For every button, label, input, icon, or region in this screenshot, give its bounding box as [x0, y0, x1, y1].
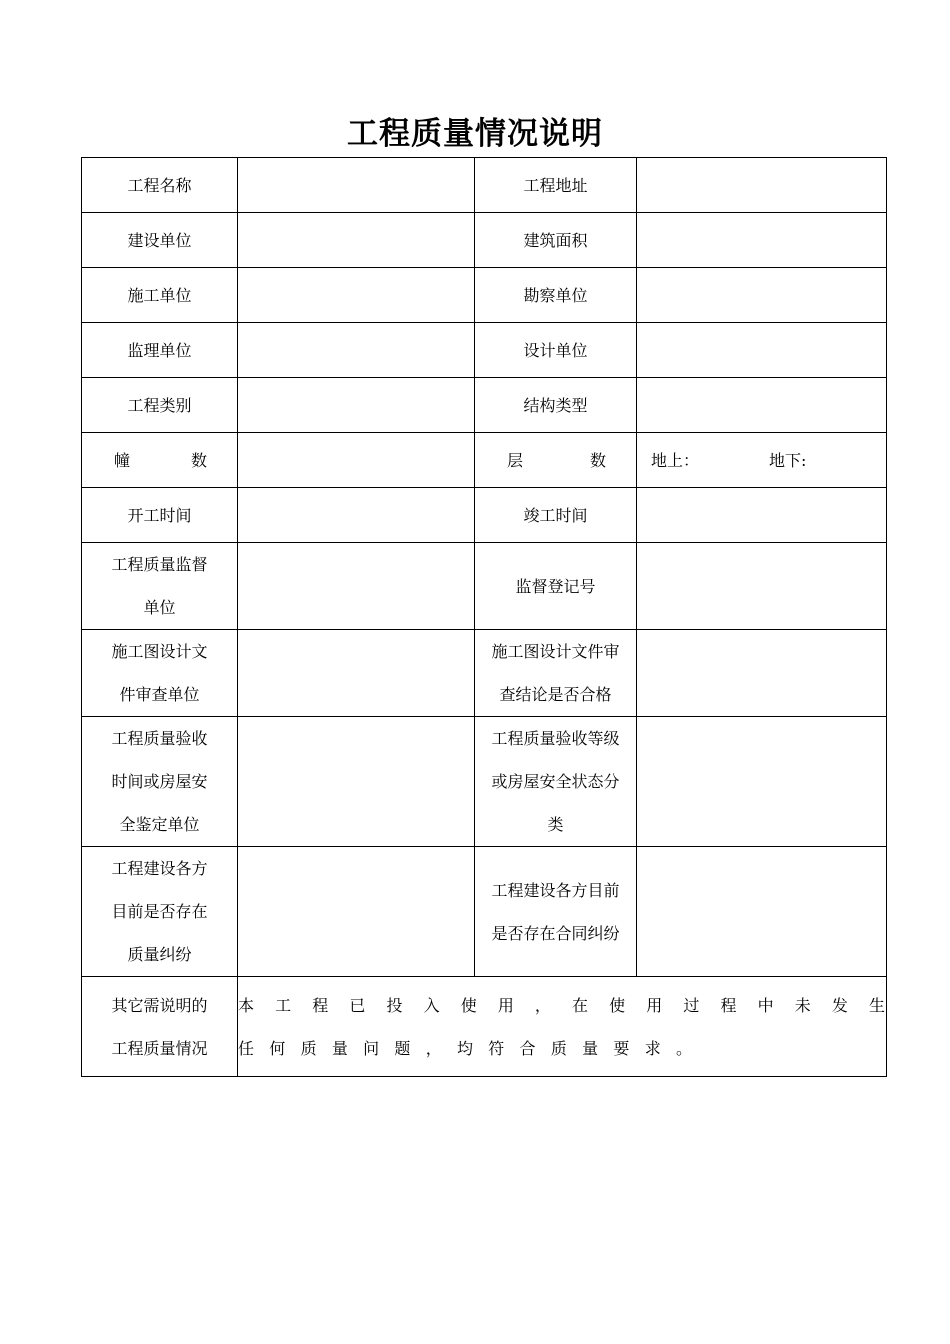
label-other-notes: 其它需说明的 工程质量情况: [82, 977, 238, 1077]
quality-supervision-unit-field[interactable]: [238, 543, 475, 630]
floor-count-field[interactable]: [637, 433, 887, 488]
label-acceptance-grade: 工程质量验收等级 或房屋安全状态分 类: [475, 717, 637, 847]
notes-text-line-1: 本工程已投入使用，在使用过程中未发生: [238, 995, 886, 1015]
label-project-category: 工程类别: [82, 378, 238, 433]
label-drawing-review-result: 施工图设计文件审 查结论是否合格: [475, 630, 637, 717]
supervision-reg-no-field[interactable]: [637, 543, 887, 630]
start-date-field[interactable]: [238, 488, 475, 543]
label-contract-dispute: 工程建设各方目前 是否存在合同纠纷: [475, 847, 637, 977]
drawing-review-unit-field[interactable]: [238, 630, 475, 717]
label-supervision-reg-no: 监督登记号: [475, 543, 637, 630]
label-acceptance-unit: 工程质量验收 时间或房屋安 全鉴定单位: [82, 717, 238, 847]
label-project-name: 工程名称: [82, 158, 238, 213]
survey-unit-field[interactable]: [637, 268, 887, 323]
structure-type-field[interactable]: [637, 378, 887, 433]
acceptance-grade-field[interactable]: [637, 717, 887, 847]
label-contractor: 施工单位: [82, 268, 238, 323]
table-row: [82, 433, 887, 488]
label-start-date: 开工时间: [82, 488, 238, 543]
floors-above-label: 地上：: [651, 450, 700, 470]
contractor-field[interactable]: [238, 268, 475, 323]
building-area-field[interactable]: [637, 213, 887, 268]
table-row: [82, 268, 887, 323]
table-row: [82, 847, 887, 977]
table-row: [82, 323, 887, 378]
quality-form-table: [81, 157, 887, 1077]
label-building-area: 建筑面积: [475, 213, 637, 268]
floors-below-label: 地下:: [769, 450, 807, 470]
label-building-count: 幢 数: [82, 433, 238, 488]
table-row: [82, 717, 887, 847]
page-title: 工程质量情况说明: [347, 116, 603, 152]
label-floor-count: 层 数: [475, 433, 637, 488]
notes-text-line-2: 任何质量问题，均符合质量要求。: [238, 1038, 693, 1058]
acceptance-unit-field[interactable]: [238, 717, 475, 847]
label-design-unit: 设计单位: [475, 323, 637, 378]
completion-date-field[interactable]: [637, 488, 887, 543]
other-notes-field[interactable]: [238, 977, 887, 1077]
table-row: [82, 488, 887, 543]
table-row: [82, 378, 887, 433]
label-quality-supervision-unit: 工程质量监督 单位: [82, 543, 238, 630]
label-completion-date: 竣工时间: [475, 488, 637, 543]
design-unit-field[interactable]: [637, 323, 887, 378]
project-name-field[interactable]: [238, 158, 475, 213]
label-project-address: 工程地址: [475, 158, 637, 213]
project-address-field[interactable]: [637, 158, 887, 213]
drawing-review-result-field[interactable]: [637, 630, 887, 717]
project-category-field[interactable]: [238, 378, 475, 433]
building-count-field[interactable]: [238, 433, 475, 488]
construction-owner-field[interactable]: [238, 213, 475, 268]
quality-dispute-field[interactable]: [238, 847, 475, 977]
label-structure-type: 结构类型: [475, 378, 637, 433]
contract-dispute-field[interactable]: [637, 847, 887, 977]
label-survey-unit: 勘察单位: [475, 268, 637, 323]
table-row: [82, 213, 887, 268]
label-supervision-unit: 监理单位: [82, 323, 238, 378]
table-row: [82, 977, 887, 1077]
label-quality-dispute: 工程建设各方 目前是否存在 质量纠纷: [82, 847, 238, 977]
table-row: [82, 630, 887, 717]
label-drawing-review-unit: 施工图设计文 件审查单位: [82, 630, 238, 717]
supervision-unit-field[interactable]: [238, 323, 475, 378]
table-row: [82, 158, 887, 213]
label-construction-owner: 建设单位: [82, 213, 238, 268]
table-row: [82, 543, 887, 630]
